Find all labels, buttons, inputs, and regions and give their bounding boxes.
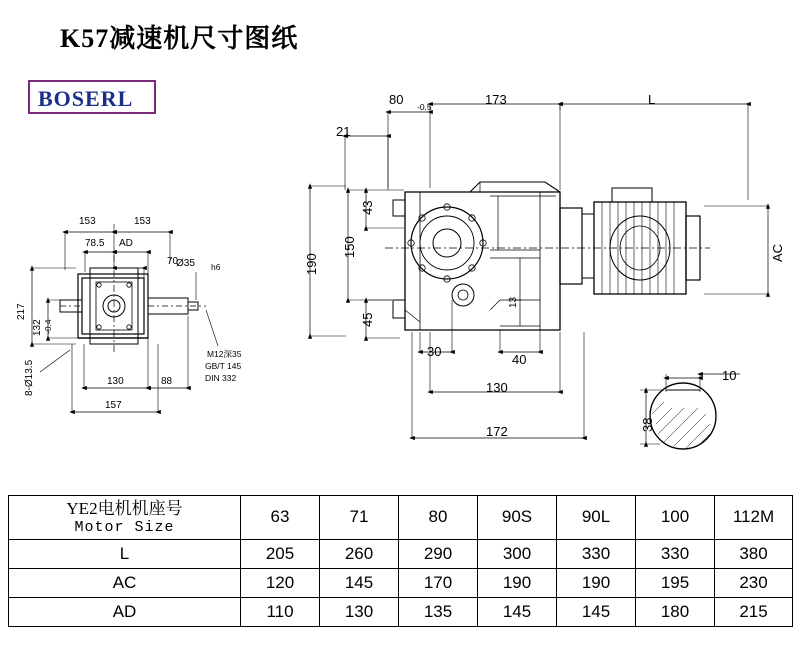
row-label-l: L [9, 539, 241, 568]
cell-ac-0: 120 [241, 568, 320, 597]
cell-ac-5: 195 [636, 568, 715, 597]
table-row [9, 568, 793, 597]
dim-left-88: 88 [161, 376, 173, 387]
dim-left-dia35-tol: h6 [211, 262, 221, 272]
cell-ad-3: 145 [478, 597, 557, 626]
dim-main-172: 172 [486, 424, 508, 439]
dim-left-ad: AD [119, 238, 133, 249]
table-col-0: 63 [241, 496, 320, 540]
dim-left-132: 132 [32, 319, 43, 336]
cell-ad-0: 110 [241, 597, 320, 626]
dim-detail-38: 38 [640, 417, 655, 432]
cell-ad-4: 145 [557, 597, 636, 626]
dim-main-45: 45 [360, 312, 375, 327]
cell-l-1: 260 [320, 539, 399, 568]
row-label-ad: AD [9, 597, 241, 626]
table-row [9, 539, 793, 568]
dim-main-L: L [648, 92, 656, 107]
table-row [9, 597, 793, 626]
cell-ac-3: 190 [478, 568, 557, 597]
table-col-5: 100 [636, 496, 715, 540]
cell-ad-6: 215 [715, 597, 793, 626]
note-gbt145: GB/T 145 [205, 361, 242, 371]
dim-left-dia35: Ø35 [176, 258, 195, 269]
dim-main-30: 30 [427, 344, 442, 359]
note-din332: DIN 332 [205, 373, 237, 383]
cell-ad-1: 130 [320, 597, 399, 626]
dim-detail-10: 10 [722, 368, 737, 383]
row-label-ac: AC [9, 568, 241, 597]
table-header-en: Motor Size [74, 518, 175, 536]
dim-main-130: 130 [486, 380, 508, 395]
dim-main-80: 80 [389, 92, 404, 107]
table-col-4: 90L [557, 496, 636, 540]
dim-main-13: 13 [508, 296, 519, 308]
dim-main-43: 43 [360, 200, 375, 215]
dim-left-153-b: 153 [134, 216, 151, 227]
dim-main-40: 40 [512, 352, 527, 367]
cell-l-5: 330 [636, 539, 715, 568]
cell-l-4: 330 [557, 539, 636, 568]
dim-main-173: 173 [485, 92, 507, 107]
dim-left-157: 157 [105, 400, 122, 411]
dim-left-holes: 8-Ø13.5 [24, 359, 35, 396]
dim-left-130: 130 [107, 376, 124, 387]
cell-ac-4: 190 [557, 568, 636, 597]
dim-main-190: 190 [304, 253, 319, 275]
motor-size-table [8, 495, 793, 627]
cell-ac-1: 145 [320, 568, 399, 597]
table-col-1: 71 [320, 496, 399, 540]
cell-ad-2: 135 [399, 597, 478, 626]
dim-left-132-tol: -0.4 [43, 319, 53, 334]
table-col-3: 90S [478, 496, 557, 540]
cell-l-2: 290 [399, 539, 478, 568]
cell-ac-6: 230 [715, 568, 793, 597]
dim-left-217: 217 [16, 303, 27, 320]
logo-text: BOSERL [38, 86, 134, 111]
dim-main-ac: AC [770, 243, 785, 262]
table-header-cn: YE2电机机座号 [66, 499, 183, 518]
table-header-row [9, 496, 793, 540]
dim-main-21: 21 [336, 124, 351, 139]
cell-l-0: 205 [241, 539, 320, 568]
dim-main-80-tol: -0.5 [417, 102, 432, 112]
table-header-label [9, 496, 241, 540]
cell-l-3: 300 [478, 539, 557, 568]
table-col-6: 112M [715, 496, 793, 540]
cell-ac-2: 170 [399, 568, 478, 597]
cell-l-6: 380 [715, 539, 793, 568]
dim-left-78-5: 78.5 [85, 238, 105, 249]
dim-left-70: 70 [167, 256, 179, 267]
dim-main-150: 150 [342, 236, 357, 258]
note-m12: M12深35 [207, 349, 242, 359]
page-title: K57减速机尺寸图纸 [60, 24, 299, 53]
cell-ad-5: 180 [636, 597, 715, 626]
table-col-2: 80 [399, 496, 478, 540]
dim-left-153-a: 153 [79, 216, 96, 227]
